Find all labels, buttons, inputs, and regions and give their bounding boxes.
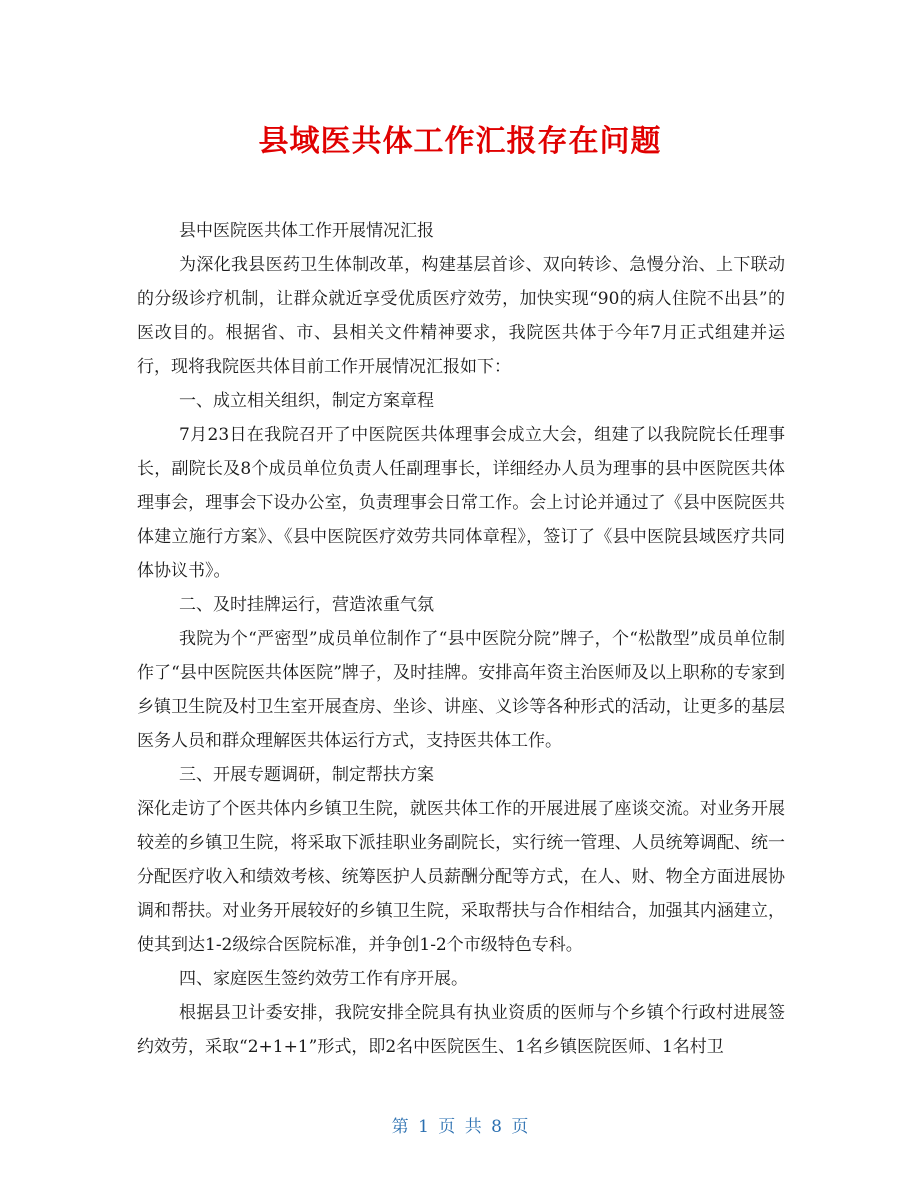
section-paragraph-1: 7月23日在我院召开了中医院医共体理事会成立大会，组建了以我院院长任理事长，副院长及8个成员单位负责人任副理事长，详细经办人员为理事的县中医院医共体理事会，理事会下设办公室，负责理事会日常工作。会上讨论并通过了《县中医院医共体建立施行方案》、《县中医院医疗效劳共同体章程》，签订了《县中医院县域医疗共同体协议书》。: [137, 425, 785, 581]
section-paragraph-4: 根据县卫计委安排，我院安排全院具有执业资质的医师与个乡镇个行政村进展签约效劳，采取“2+1+1”形式，即2名中医院医生、1名乡镇医院医师、1名村卫: [137, 1003, 785, 1057]
section-heading-1: 一、成立相关组织，制定方案章程: [179, 391, 434, 411]
intro-paragraph: 为深化我县医药卫生体制改革，构建基层首诊、双向转诊、急慢分治、上下联动的分级诊疗机制，让群众就近享受优质医疗效劳，加快实现“90的病人住院不出县”的医改目的。根据省、市、县相关文件精神要求，我院医共体于今年7月正式组建并运行，现将我院医共体目前工作开展情况汇报如下：: [137, 255, 785, 377]
page-number-footer: 第 1 页 共 8 页: [391, 1117, 529, 1137]
section-heading-4: 四、家庭医生签约效劳工作有序开展。: [179, 969, 468, 989]
section-paragraph-2: 我院为个“严密型”成员单位制作了“县中医院分院”牌子，个“松散型”成员单位制作了“县中医院医共体医院”牌子，及时挂牌。安排高年资主治医师及以上职称的专家到乡镇卫生院及村卫生室开展查房、坐诊、讲座、义诊等各种形式的活动，让更多的基层医务人员和群众理解医共体运行方式，支持医共体工作。: [137, 629, 785, 751]
report-heading: 县中医院医共体工作开展情况汇报: [179, 221, 434, 241]
document-body: [137, 214, 785, 1064]
section-paragraph-3: 深化走访了个医共体内乡镇卫生院，就医共体工作的开展进展了座谈交流。对业务开展较差的乡镇卫生院，将采取下派挂职业务副院长，实行统一管理、人员统筹调配、统一分配医疗收入和绩效考核、统筹医护人员薪酬分配等方式，在人、财、物全方面进展协调和帮扶。对业务开展较好的乡镇卫生院，采取帮扶与合作相结合，加强其内涵建立，使其到达1-2级综合医院标准，并争创1-2个市级特色专科。: [137, 799, 785, 955]
document-title: 县域医共体工作汇报存在问题: [258, 124, 662, 159]
section-heading-2: 二、及时挂牌运行，营造浓重气氛: [179, 595, 434, 615]
section-heading-3: 三、开展专题调研，制定帮扶方案: [179, 765, 434, 785]
